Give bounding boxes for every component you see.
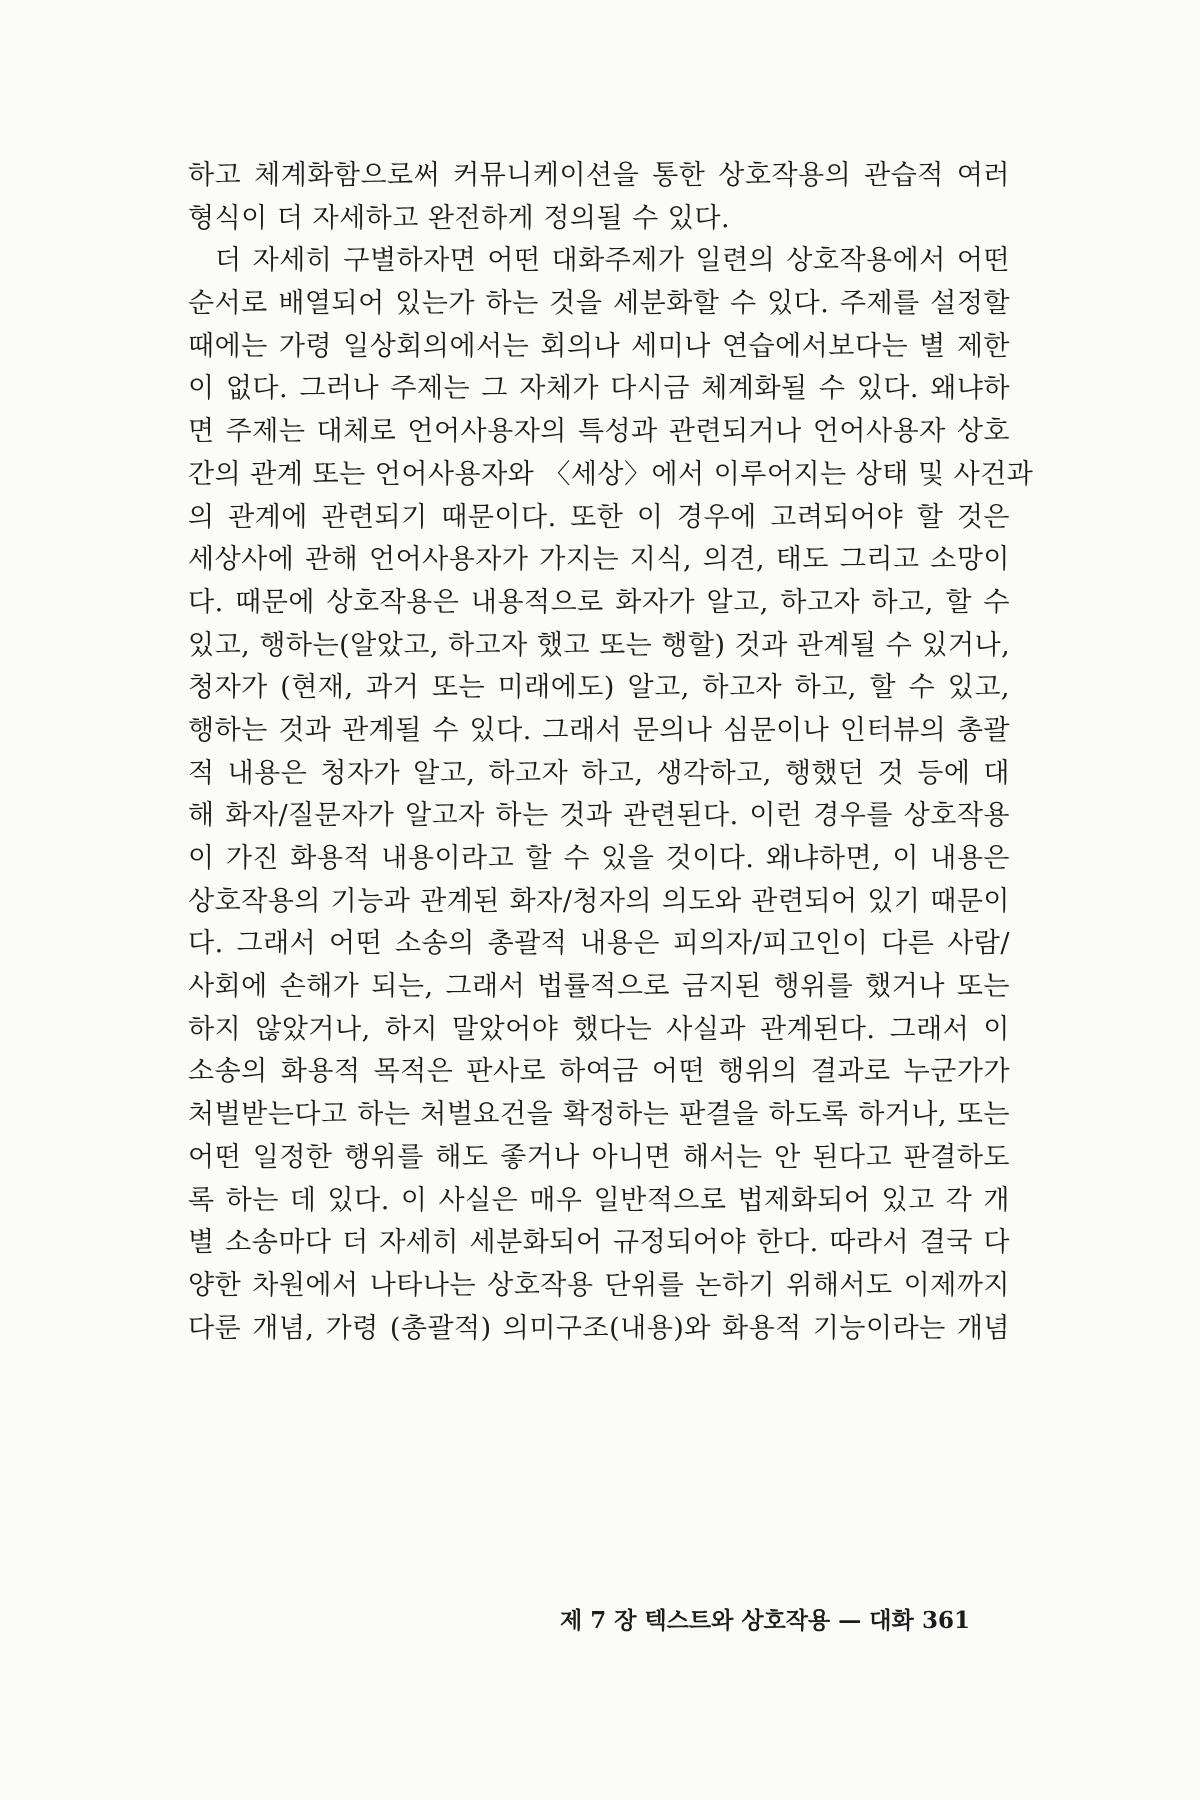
text-line: 처벌받는다고 하는 처벌요건을 확정하는 판결을 하도록 하거나, 또는 (188, 1099, 1010, 1131)
text-line: 양한 차원에서 나타나는 상호작용 단위를 논하기 위해서도 이제까지 (188, 1269, 1010, 1301)
text-line: 순서로 배열되어 있는가 하는 것을 세분화할 수 있다. 주제를 설정할 (188, 288, 1010, 320)
text-line: 해 화자/질문자가 알고자 하는 것과 관련된다. 이런 경우를 상호작용 (188, 800, 1010, 832)
text-line: 다. 그래서 어떤 소송의 총괄적 내용은 피의자/피고인이 다른 사람/ (188, 928, 1010, 960)
text-line: 청자가 (현재, 과거 또는 미래에도) 알고, 하고자 하고, 할 수 있고, (188, 672, 1010, 704)
page-number: 361 (921, 1607, 970, 1634)
text-line: 어떤 일정한 행위를 해도 좋거나 아니면 해서는 안 된다고 판결하도 (188, 1141, 1010, 1173)
text-line: 별 소송마다 더 자세히 세분화되어 규정되어야 한다. 따라서 결국 다 (188, 1227, 1010, 1259)
body-text (188, 155, 1034, 1350)
text-line: 간의 관계 또는 언어사용자와 〈세상〉에서 이루어지는 상태 및 사건과 (188, 458, 1034, 490)
text-line: 하지 않았거나, 하지 말았어야 했다는 사실과 관계된다. 그래서 이 (188, 1013, 1010, 1045)
text-line: 행하는 것과 관계될 수 있다. 그래서 문의나 심문이나 인터뷰의 총괄 (188, 714, 1010, 746)
text-line: 소송의 화용적 목적은 판사로 하여금 어떤 행위의 결과로 누군가가 (188, 1056, 1010, 1088)
page-footer (560, 1604, 970, 1638)
text-line: 다. 때문에 상호작용은 내용적으로 화자가 알고, 하고자 하고, 할 수 (188, 586, 1010, 618)
text-line: 사회에 손해가 되는, 그래서 법률적으로 금지된 행위를 했거나 또는 (188, 971, 1010, 1003)
text-line: 록 하는 데 있다. 이 사실은 매우 일반적으로 법제화되어 있고 각 개 (188, 1184, 1010, 1216)
text-line: 이 가진 화용적 내용이라고 할 수 있을 것이다. 왜냐하면, 이 내용은 (188, 843, 1010, 874)
text-line: 적 내용은 청자가 알고, 하고자 하고, 생각하고, 행했던 것 등에 대 (188, 757, 1010, 789)
text-line: 있고, 행하는(알았고, 하고자 했고 또는 행할) 것과 관계될 수 있거나, (188, 629, 1011, 661)
text-line: 상호작용의 기능과 관계된 화자/청자의 의도와 관련되어 있기 때문이 (188, 885, 1010, 917)
text-line: 때에는 가령 일상회의에서는 회의나 세미나 연습에서보다는 별 제한 (188, 330, 1010, 362)
text-line: 세상사에 관해 언어사용자가 가지는 지식, 의견, 태도 그리고 소망이 (188, 544, 1010, 576)
text-line: 면 주제는 대체로 언어사용자의 특성과 관련되거나 언어사용자 상호 (188, 416, 1010, 448)
text-line: 다룬 개념, 가령 (총괄적) 의미구조(내용)와 화용적 기능이라는 개념 (188, 1312, 1010, 1344)
text-line: 의 관계에 관련되기 때문이다. 또한 이 경우에 고려되어야 할 것은 (188, 501, 1010, 533)
text-line: 하고 체계화함으로써 커뮤니케이션을 통한 상호작용의 관습적 여러 (188, 160, 1010, 191)
text-line: 이 없다. 그러나 주제는 그 자체가 다시금 체계화될 수 있다. 왜냐하 (188, 373, 1010, 405)
text-line: 더 자세히 구별하자면 어떤 대화주제가 일련의 상호작용에서 어떤 (215, 245, 1010, 277)
running-title: 제 7 장 텍스트와 상호작용 — 대화 (560, 1607, 914, 1634)
text-line: 형식이 더 자세하고 완전하게 정의될 수 있다. (188, 202, 731, 234)
